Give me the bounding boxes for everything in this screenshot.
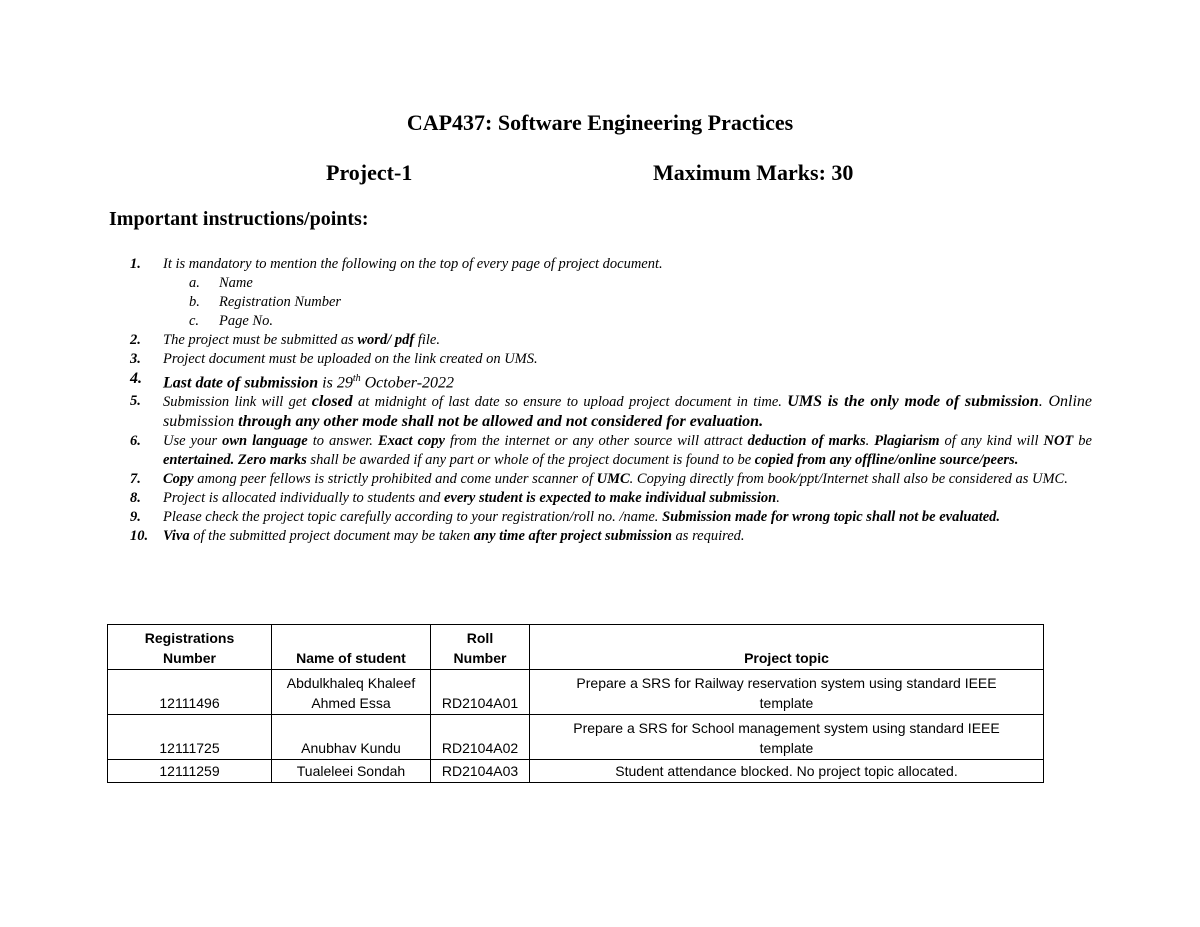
cell-topic: Prepare a SRS for School management system using standard IEEE template <box>530 715 1044 760</box>
instruction-item: 5. Submission link will get closed at midnight of last date so ensure to upload project document in time. UMS is the only mode of submission. Online submission through any other mode shall not be allowed and not considered for evaluation. <box>130 393 1093 431</box>
instruction-subitem: b. Registration Number <box>189 294 342 310</box>
header-topic: Project topic <box>530 625 1044 670</box>
instructions-heading: Important instructions/points: <box>109 208 369 230</box>
cell-name: Tualeleei Sondah <box>272 760 431 783</box>
table-row <box>108 760 1044 783</box>
header-registration: Registrations Number <box>108 625 272 670</box>
table-row <box>108 715 1044 760</box>
cell-topic: Prepare a SRS for Railway reservation system using standard IEEE template <box>530 670 1044 715</box>
instruction-item: 1. It is mandatory to mention the following on the top of every page of project document. <box>130 256 663 272</box>
cell-registration: 12111496 <box>108 670 272 715</box>
cell-registration: 12111725 <box>108 715 272 760</box>
cell-name: Abdulkhaleq Khaleef Ahmed Essa <box>272 670 431 715</box>
instruction-item: 10. Viva of the submitted project document may be taken any time after project submission as required. <box>130 528 745 545</box>
course-title: CAP437: Software Engineering Practices <box>406 110 794 135</box>
project-label: Project-1 <box>326 160 413 185</box>
cell-roll: RD2104A03 <box>431 760 530 783</box>
table-header-row <box>108 625 1044 670</box>
instruction-item: 4. Last date of submission is 29th October-2022 <box>130 370 455 392</box>
instruction-item: 6. Use your own language to answer. Exact copy from the internet or any other source will attract deduction of marks. Plagiarism of any kind will NOT be entertained. Zero marks shall be awarded if any part or whole of the project document is found to be copied from any offline/online source/peers. <box>130 433 1092 469</box>
instruction-item: 8. Project is allocated individually to students and every student is expected to make individual submission. <box>130 490 780 507</box>
table-row <box>108 670 1044 715</box>
instruction-item: 9. Please check the project topic carefully according to your registration/roll no. /name. Submission made for wrong topic shall not be evaluated. <box>130 509 1001 526</box>
instruction-item: 3. Project document must be uploaded on the link created on UMS. <box>130 351 538 367</box>
header-roll: Roll Number <box>431 625 530 670</box>
header-name: Name of student <box>272 625 431 670</box>
cell-roll: RD2104A02 <box>431 715 530 760</box>
cell-topic: Student attendance blocked. No project topic allocated. <box>530 760 1044 783</box>
instruction-subitem: a. Name <box>189 275 253 291</box>
max-marks: Maximum Marks: 30 <box>653 160 854 185</box>
cell-roll: RD2104A01 <box>431 670 530 715</box>
instruction-subitem: c. Page No. <box>189 313 273 329</box>
cell-registration: 12111259 <box>108 760 272 783</box>
cell-name: Anubhav Kundu <box>272 715 431 760</box>
instruction-item: 7. Copy among peer fellows is strictly prohibited and come under scanner of UMC. Copying directly from book/ppt/Internet shall also be considered as UMC. <box>130 471 1068 488</box>
instructions-list <box>130 255 1092 546</box>
project-allocation-table <box>107 624 1044 783</box>
instruction-item: 2. The project must be submitted as word/ pdf file. <box>130 332 440 348</box>
